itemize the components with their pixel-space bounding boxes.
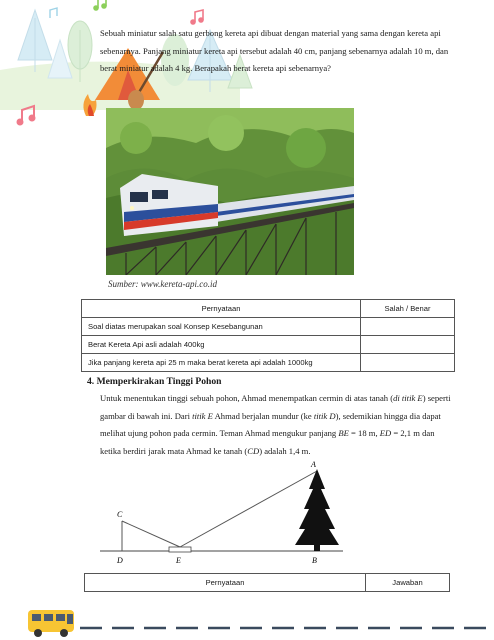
problem-statement: Sebuah miniatur salah satu gerbong kereta api dibuat dengan material yang sama dengan kereta api sebenarnya. Panjang miniatur kereta api tersebut adalah 40 cm, panjang sebenarnya adalah 10 m, dan berat miniatur adalah 4 kg. Berapakah berat kereta api sebenarnya? (100, 28, 449, 73)
segment-ce (122, 521, 180, 547)
statement-table-2 (84, 573, 450, 592)
statement-cell: Berat Kereta Api asli adalah 400kg (82, 336, 361, 354)
answer-cell[interactable] (361, 354, 455, 372)
para-italic: titik E (192, 410, 213, 421)
para-italic: CD (247, 445, 260, 456)
mirror-icon (169, 547, 191, 552)
statement-table-1 (81, 299, 455, 372)
tree-icon (18, 10, 52, 72)
para-text: ) adalah 1,4 m. (259, 445, 311, 456)
table-row (82, 354, 455, 372)
music-note-icon (94, 0, 106, 10)
photo-caption: Sumber: www.kereta-api.co.id (108, 279, 217, 289)
table-header-row (85, 574, 450, 592)
para-italic: ED (379, 428, 392, 438)
statement-cell: Jika panjang kereta api 25 m maka berat kereta api adalah 1000kg (82, 354, 361, 372)
para-text: Untuk menentukan tinggi sebuah pohon, Ahmad menempatkan cermin di atas tanah ( (100, 393, 394, 403)
statement-cell: Soal diatas merupakan soal Konsep Kesebangunan (82, 318, 361, 336)
mirror-diagram (95, 459, 345, 571)
segment-ea (180, 471, 317, 547)
label-b: B (312, 556, 317, 565)
bus-icon (28, 610, 74, 637)
table-row (82, 336, 455, 354)
answer-cell[interactable] (361, 336, 455, 354)
label-a: A (311, 460, 316, 469)
music-note-icon (50, 8, 57, 18)
label-c: C (117, 510, 123, 519)
para-italic: titik D (313, 410, 336, 421)
answer-cell[interactable] (361, 318, 455, 336)
table-row (82, 318, 455, 336)
header-pernyataan: Pernyataan (82, 300, 361, 318)
header-jawaban: Jawaban (366, 574, 450, 592)
section-title: 4. Memperkirakan Tinggi Pohon (87, 376, 222, 387)
section-paragraph (100, 390, 456, 460)
music-note-icon (191, 10, 203, 24)
label-e: E (176, 556, 181, 565)
train-photo (106, 108, 354, 275)
pine-tree-icon (295, 469, 339, 551)
para-text: ) seperti gambar di bawah ini. Dari (100, 393, 451, 421)
para-italic: di titik E (393, 393, 423, 403)
table-header-row (82, 300, 455, 318)
road-decoration (0, 608, 494, 640)
para-text: Ahmad berjalan mundur (ke (212, 410, 314, 421)
para-text: ), sedemikian hingga dia dapat melihat ujung pohon pada cermin. Teman Ahmad mengukur panjang (100, 410, 441, 438)
header-pernyataan: Pernyataan (85, 574, 366, 592)
para-italic: BE (338, 428, 349, 438)
header-salah-benar: Salah / Benar (361, 300, 455, 318)
para-text: = 18 m, (348, 428, 380, 438)
label-d: D (117, 556, 123, 565)
para-text: = 2,1 m dan ketika berdiri jarak mata Ahmad ke tanah ( (100, 428, 435, 456)
